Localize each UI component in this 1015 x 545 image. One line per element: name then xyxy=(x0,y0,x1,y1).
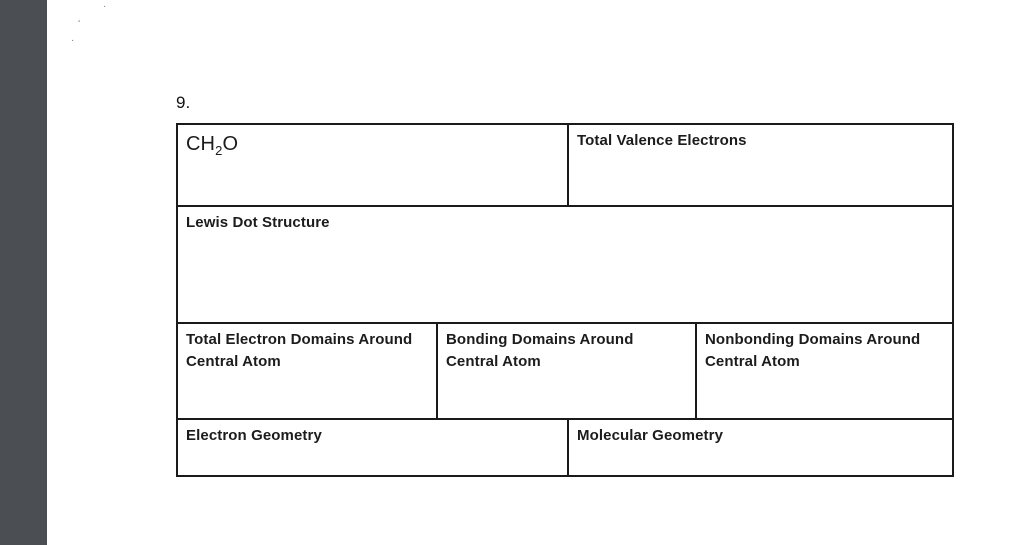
formula-cell xyxy=(178,125,567,205)
bonding-domains-cell[interactable] xyxy=(438,324,695,418)
total-valence-electrons-cell[interactable] xyxy=(569,125,952,205)
total-valence-electrons-label: Total Valence Electrons xyxy=(577,132,747,149)
electron-geometry-cell[interactable] xyxy=(178,420,567,475)
bonding-domains-label-line2: Central Atom xyxy=(446,353,541,370)
nonbonding-domains-label-line2: Central Atom xyxy=(705,353,800,370)
molecule-worksheet-table xyxy=(176,123,954,477)
formula-suffix: O xyxy=(222,133,239,155)
electron-geometry-label: Electron Geometry xyxy=(186,427,322,444)
molecular-geometry-cell[interactable] xyxy=(569,420,952,475)
total-electron-domains-label-line2: Central Atom xyxy=(186,353,281,370)
bonding-domains-label-line1: Bonding Domains Around xyxy=(446,331,634,348)
total-electron-domains-label-line1: Total Electron Domains Around xyxy=(186,331,413,348)
nonbonding-domains-cell[interactable] xyxy=(697,324,952,418)
lewis-dot-structure-label: Lewis Dot Structure xyxy=(186,214,330,231)
question-number: 9. xyxy=(176,93,191,112)
scan-speck: ʻ xyxy=(78,19,81,30)
scan-speck: · xyxy=(103,1,107,12)
document-page xyxy=(47,0,1015,545)
formula-prefix: CH xyxy=(186,133,216,155)
scan-speck: · xyxy=(71,35,75,46)
molecular-geometry-label: Molecular Geometry xyxy=(577,427,724,444)
lewis-dot-structure-cell[interactable] xyxy=(178,207,952,322)
formula-subscript: 2 xyxy=(215,143,223,158)
nonbonding-domains-label-line1: Nonbonding Domains Around xyxy=(705,331,921,348)
total-electron-domains-cell[interactable] xyxy=(178,324,436,418)
left-dark-sidebar xyxy=(0,0,47,545)
